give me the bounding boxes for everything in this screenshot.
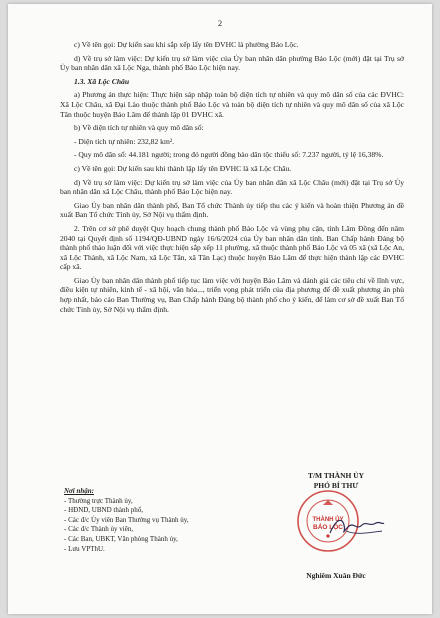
signer-name: Nghiêm Xuân Đức: [306, 571, 366, 580]
recipient-item: - Thường trực Thành ủy,: [64, 496, 133, 505]
paragraph: b) Về diện tích tự nhiên và quy mô dân số:: [74, 123, 204, 133]
paragraph: - Diện tích tự nhiên: 232,82 km².: [74, 136, 175, 146]
paragraph: d) Về trụ sở làm việc: Dự kiến trụ sở làm việc của Ủy ban nhân dân xã Lộc Châu (mới) đặt tại Trụ sở Ủy ban nhân dân xã Lộc Châu, thành phố Bảo Lộc hiện nay.: [60, 177, 404, 197]
paragraph: c) Về tên gọi: Dự kiến sau khi thành lập lấy tên ĐVHC là xã Lộc Châu.: [74, 163, 292, 173]
document-body: [60, 40, 404, 318]
recipient-item: - Các Ban, UBKT, Văn phòng Thành ủy,: [64, 534, 178, 543]
signature-title: T/M THÀNH ỦY: [307, 471, 365, 480]
section-heading: 1.3. Xã Lộc Châu: [74, 76, 130, 86]
recipients-block: [64, 487, 234, 554]
paragraph: 2. Trên cơ sở phê duyệt Quy hoạch chung thành phố Bảo Lộc và vùng phụ cận, tỉnh Lâm Đồng đến năm 2040 tại Quyết định số 1194/QĐ-UBND ngày 16/6/2024 của Ủy ban nhân dân tỉnh. Ban Chấp hành Đảng bộ thành phố thảo luận đối với việc thực hiện sắp xếp 11 phường, xã thuộc thành phố Bảo Lộc và 05 xã (xã Lộc An, xã Lộc Thành, xã Lộc Nam, xã Lộc Tân, xã Tân Lạc) thuộc huyện Bảo Lâm để thực hiện thành lập các ĐVHC cấp xã.: [60, 223, 404, 272]
paragraph: c) Về tên gọi: Dự kiến sau khi sắp xếp lấy tên ĐVHC là phường Bảo Lộc.: [74, 40, 299, 49]
paragraph: - Quy mô dân số: 44.181 người; trong đó người đồng bào dân tộc thiểu số: 7.237 người, tỷ lệ 16,38%.: [74, 150, 384, 160]
recipient-item: - HĐND, UBND thành phố,: [64, 506, 143, 515]
signature-position: PHÓ BÍ THƯ: [313, 481, 359, 490]
paragraph: Giao Ủy ban nhân dân thành phố, Ban Tổ chức Thành ủy tiếp thu các ý kiến và hoàn thiện Phương án đề xuất Ban Tổ chức Tỉnh ủy, Sở Nội vụ thẩm định.: [60, 200, 404, 220]
paragraph: a) Phương án thực hiện: Thực hiện sáp nhập toàn bộ diện tích tự nhiên và quy mô dân số của các ĐVHC: Xã Lộc Châu, xã Đại Lào thuộc thành phố Bảo Lộc và toàn bộ diện tích tự nhiên và quy mô dân số của xã Lộc Tân thuộc huyện Bảo Lâm để thành lập 01 ĐVHC xã.: [60, 90, 404, 119]
page-number: 2: [217, 18, 223, 28]
recipient-item: - Các đ/c Ủy viên Ban Thường vụ Thành ủy,: [64, 515, 189, 524]
svg-text:BẢO LỘC: BẢO LỘC: [313, 524, 343, 531]
paragraph: Giao Ủy ban nhân dân thành phố tiếp tục làm việc với huyện Bảo Lâm và đánh giá các tiêu chí về lĩnh vực, điều kiện tự nhiên, kinh tế - xã hội, văn hóa..., triển vọng phát triển của địa phương để đề xuất phương án phù hợp nhất, báo cáo Ban Thường vụ, Ban Chấp hành Đảng bộ thành phố cho ý kiến, để làm cơ sở đề xuất Ban Tổ chức Tỉnh ủy, Sở Nội vụ thẩm định.: [60, 275, 404, 314]
document-page: [8, 4, 432, 614]
signature-block: [266, 471, 406, 580]
paragraph: d) Về trụ sở làm việc: Dự kiến trụ sở làm việc của Ủy ban nhân dân phường Bảo Lộc (mới) đặt tại Trụ sở Ủy ban nhân dân xã Lộc Nga, thành phố Bảo Lộc hiện nay.: [60, 53, 404, 73]
recipient-item: - Các đ/c Thành ủy viên,: [64, 525, 134, 534]
recipient-item: - Lưu VPThU.: [64, 544, 105, 553]
recipients-label: Nơi nhận:: [64, 487, 95, 495]
handwritten-signature-icon: [326, 511, 386, 541]
svg-text:THÀNH ỦY: THÀNH ỦY: [312, 517, 344, 523]
